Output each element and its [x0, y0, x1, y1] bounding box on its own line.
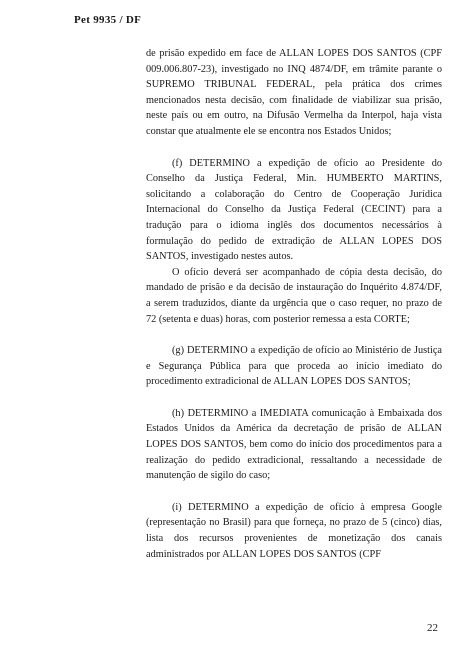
paragraph-f — [146, 156, 442, 265]
page-number: 22 — [427, 622, 438, 634]
paragraph-f-attachment — [146, 265, 442, 327]
paragraph-text: (f) DETERMINO a expedição de ofício ao Presidente do Conselho da Justiça Federal, Min. HUMBERTO MARTINS, solicitando a colaboração do Centro de Cooperação Jurídica Internacional do Conselho da Justiça Federal (CECINT) para a tradução para o idioma inglês dos documentos necessários à formulação do pedido de extradição de ALLAN LOPES DOS SANTOS, investigado nestes autos. — [146, 157, 442, 263]
paragraph-text: (g) DETERMINO a expedição de ofício ao Ministério de Justiça e Segurança Pública para que proceda ao início imediato do procedimento extradicional de ALLAN LOPES DOS SANTOS; — [146, 345, 442, 388]
document-body — [146, 46, 442, 562]
document-header: Pet 9935 / DF — [74, 14, 142, 26]
paragraph-text: (i) DETERMINO a expedição de ofício à empresa Google (representação no Brasil) para que forneça, no prazo de 5 (cinco) dias, lista dos recursos provenientes de monetização dos canais administrados por ALLAN LOPES DOS SANTOS (CPF — [146, 501, 442, 560]
paragraph-warrant-interpol — [146, 46, 442, 140]
paragraph-text: O ofício deverá ser acompanhado de cópia desta decisão, do mandado de prisão e da decisão de instauração do Inquérito 4.874/DF, a serem traduzidos, diante da urgência que o caso requer, no prazo de 72 (setenta e duas) horas, com posterior remessa a esta CORTE; — [146, 266, 442, 325]
paragraph-h — [146, 406, 442, 484]
paragraph-text: (h) DETERMINO a IMEDIATA comunicação à Embaixada dos Estados Unidos da América da decretação de prisão de ALLAN LOPES DOS SANTOS, bem como do início dos procedimentos para a realização do pedido extradicional, ressaltando a necessidade de manutenção de sigilo do caso; — [146, 407, 442, 482]
paragraph-g — [146, 343, 442, 390]
paragraph-i — [146, 500, 442, 562]
paragraph-text: de prisão expedido em face de ALLAN LOPES DOS SANTOS (CPF 009.006.807-23), investigado no INQ 4874/DF, em trâmite parante o SUPREMO TRIBUNAL FEDERAL, pela prática dos crimes mencionados nesta decisão, com finalidade de viabilizar sua prisão, neste país ou em outro, na Difusão Vermelha da Interpol, haja vista constar que atualmente ele se encontra nos Estados Unidos; — [146, 48, 442, 137]
